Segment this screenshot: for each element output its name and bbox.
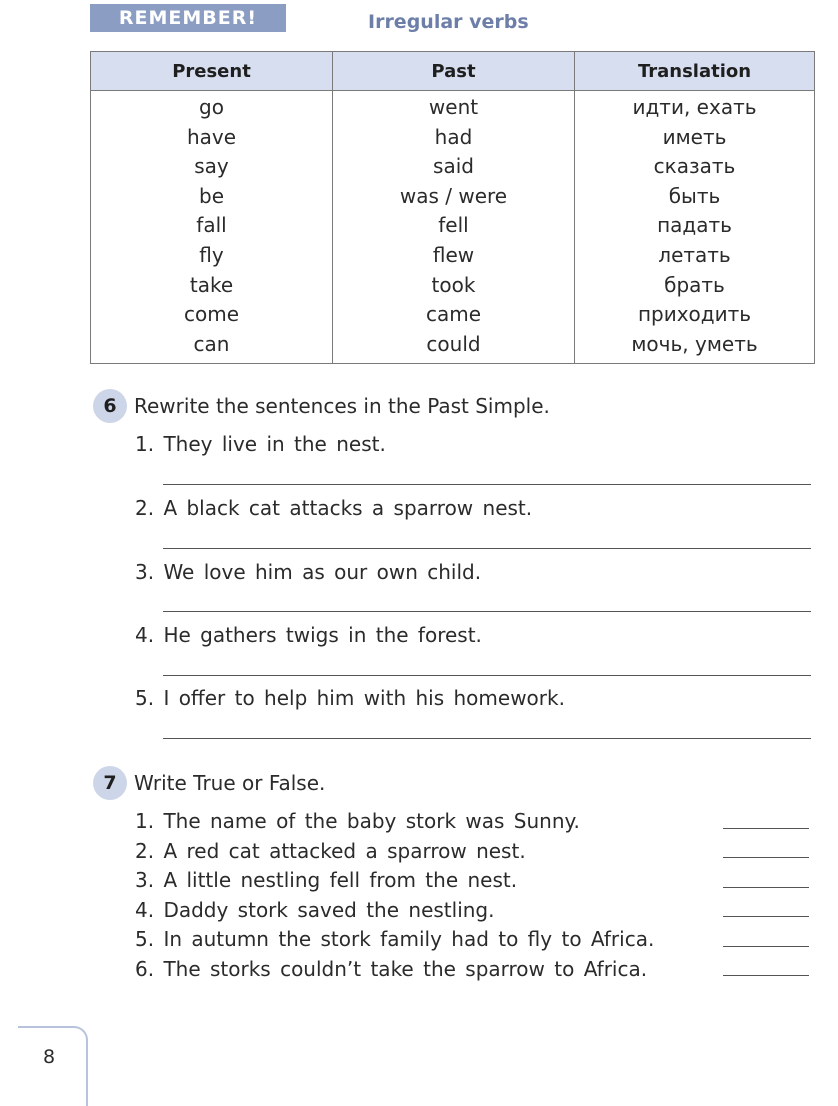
task7-statement-5: 5. In autumn the stork family had to fly to Africa. xyxy=(135,927,655,951)
task6-answer-line-5[interactable] xyxy=(163,738,811,739)
table-row xyxy=(91,330,815,364)
task6-sentence-2: 2. A black cat attacks a sparrow nest. xyxy=(135,496,533,520)
present-cell: can xyxy=(91,330,333,364)
task6-sentence-5: 5. I offer to help him with his homework. xyxy=(135,686,565,710)
task6-answer-line-1[interactable] xyxy=(163,484,811,485)
task7-answer-line-4[interactable] xyxy=(723,916,809,917)
task6-number-badge: 6 xyxy=(93,389,127,423)
task7-answer-line-5[interactable] xyxy=(723,946,809,947)
table-row xyxy=(91,241,815,271)
remember-label: REMEMBER! xyxy=(90,4,286,32)
column-header-past: Past xyxy=(333,52,575,91)
task7-answer-line-6[interactable] xyxy=(723,975,809,976)
past-cell: was / were xyxy=(333,182,575,212)
table-row xyxy=(91,123,815,153)
task7-number-badge: 7 xyxy=(93,766,127,800)
column-header-present: Present xyxy=(91,52,333,91)
translation-cell: сказать xyxy=(575,152,815,182)
task6-sentence-4: 4. He gathers twigs in the forest. xyxy=(135,623,482,647)
task7-statement-6: 6. The storks couldn’t take the sparrow to Africa. xyxy=(135,957,648,981)
translation-cell: летать xyxy=(575,241,815,271)
translation-cell: приходить xyxy=(575,300,815,330)
translation-cell: идти, ехать xyxy=(575,91,815,123)
present-cell: come xyxy=(91,300,333,330)
task7-answer-line-3[interactable] xyxy=(723,887,809,888)
task7-instruction: Write True or False. xyxy=(134,771,326,795)
present-cell: fall xyxy=(91,211,333,241)
task6-answer-line-2[interactable] xyxy=(163,548,811,549)
task7-statement-4: 4. Daddy stork saved the nestling. xyxy=(135,898,495,922)
present-cell: go xyxy=(91,91,333,123)
table-row xyxy=(91,271,815,301)
present-cell: say xyxy=(91,152,333,182)
irregular-verbs-table xyxy=(90,51,815,364)
past-cell: could xyxy=(333,330,575,364)
past-cell: took xyxy=(333,271,575,301)
task7-answer-line-2[interactable] xyxy=(723,857,809,858)
table-row xyxy=(91,211,815,241)
past-cell: had xyxy=(333,123,575,153)
translation-cell: иметь xyxy=(575,123,815,153)
table-header-row xyxy=(91,52,815,91)
column-header-translation: Translation xyxy=(575,52,815,91)
task6-instruction: Rewrite the sentences in the Past Simple. xyxy=(134,394,550,418)
task6-answer-line-4[interactable] xyxy=(163,675,811,676)
task6-sentence-3: 3. We love him as our own child. xyxy=(135,560,482,584)
task7-header xyxy=(93,766,325,800)
present-cell: be xyxy=(91,182,333,212)
task6-sentence-1: 1. They live in the nest. xyxy=(135,432,386,456)
table-row xyxy=(91,182,815,212)
translation-cell: быть xyxy=(575,182,815,212)
table-title: Irregular verbs xyxy=(368,11,529,33)
present-cell: have xyxy=(91,123,333,153)
past-cell: flew xyxy=(333,241,575,271)
translation-cell: брать xyxy=(575,271,815,301)
past-cell: said xyxy=(333,152,575,182)
past-cell: went xyxy=(333,91,575,123)
past-cell: fell xyxy=(333,211,575,241)
translation-cell: падать xyxy=(575,211,815,241)
table-row xyxy=(91,152,815,182)
task6-answer-line-3[interactable] xyxy=(163,611,811,612)
task7-statement-3: 3. A little nestling fell from the nest. xyxy=(135,868,518,892)
page-number: 8 xyxy=(43,1046,56,1068)
task7-answer-line-1[interactable] xyxy=(723,828,809,829)
translation-cell: мочь, уметь xyxy=(575,330,815,364)
table-row xyxy=(91,300,815,330)
past-cell: came xyxy=(333,300,575,330)
table-row xyxy=(91,91,815,123)
task7-statement-2: 2. A red cat attacked a sparrow nest. xyxy=(135,839,526,863)
task7-statement-1: 1. The name of the baby stork was Sunny. xyxy=(135,809,580,833)
task6-header xyxy=(93,389,550,423)
present-cell: take xyxy=(91,271,333,301)
present-cell: fly xyxy=(91,241,333,271)
